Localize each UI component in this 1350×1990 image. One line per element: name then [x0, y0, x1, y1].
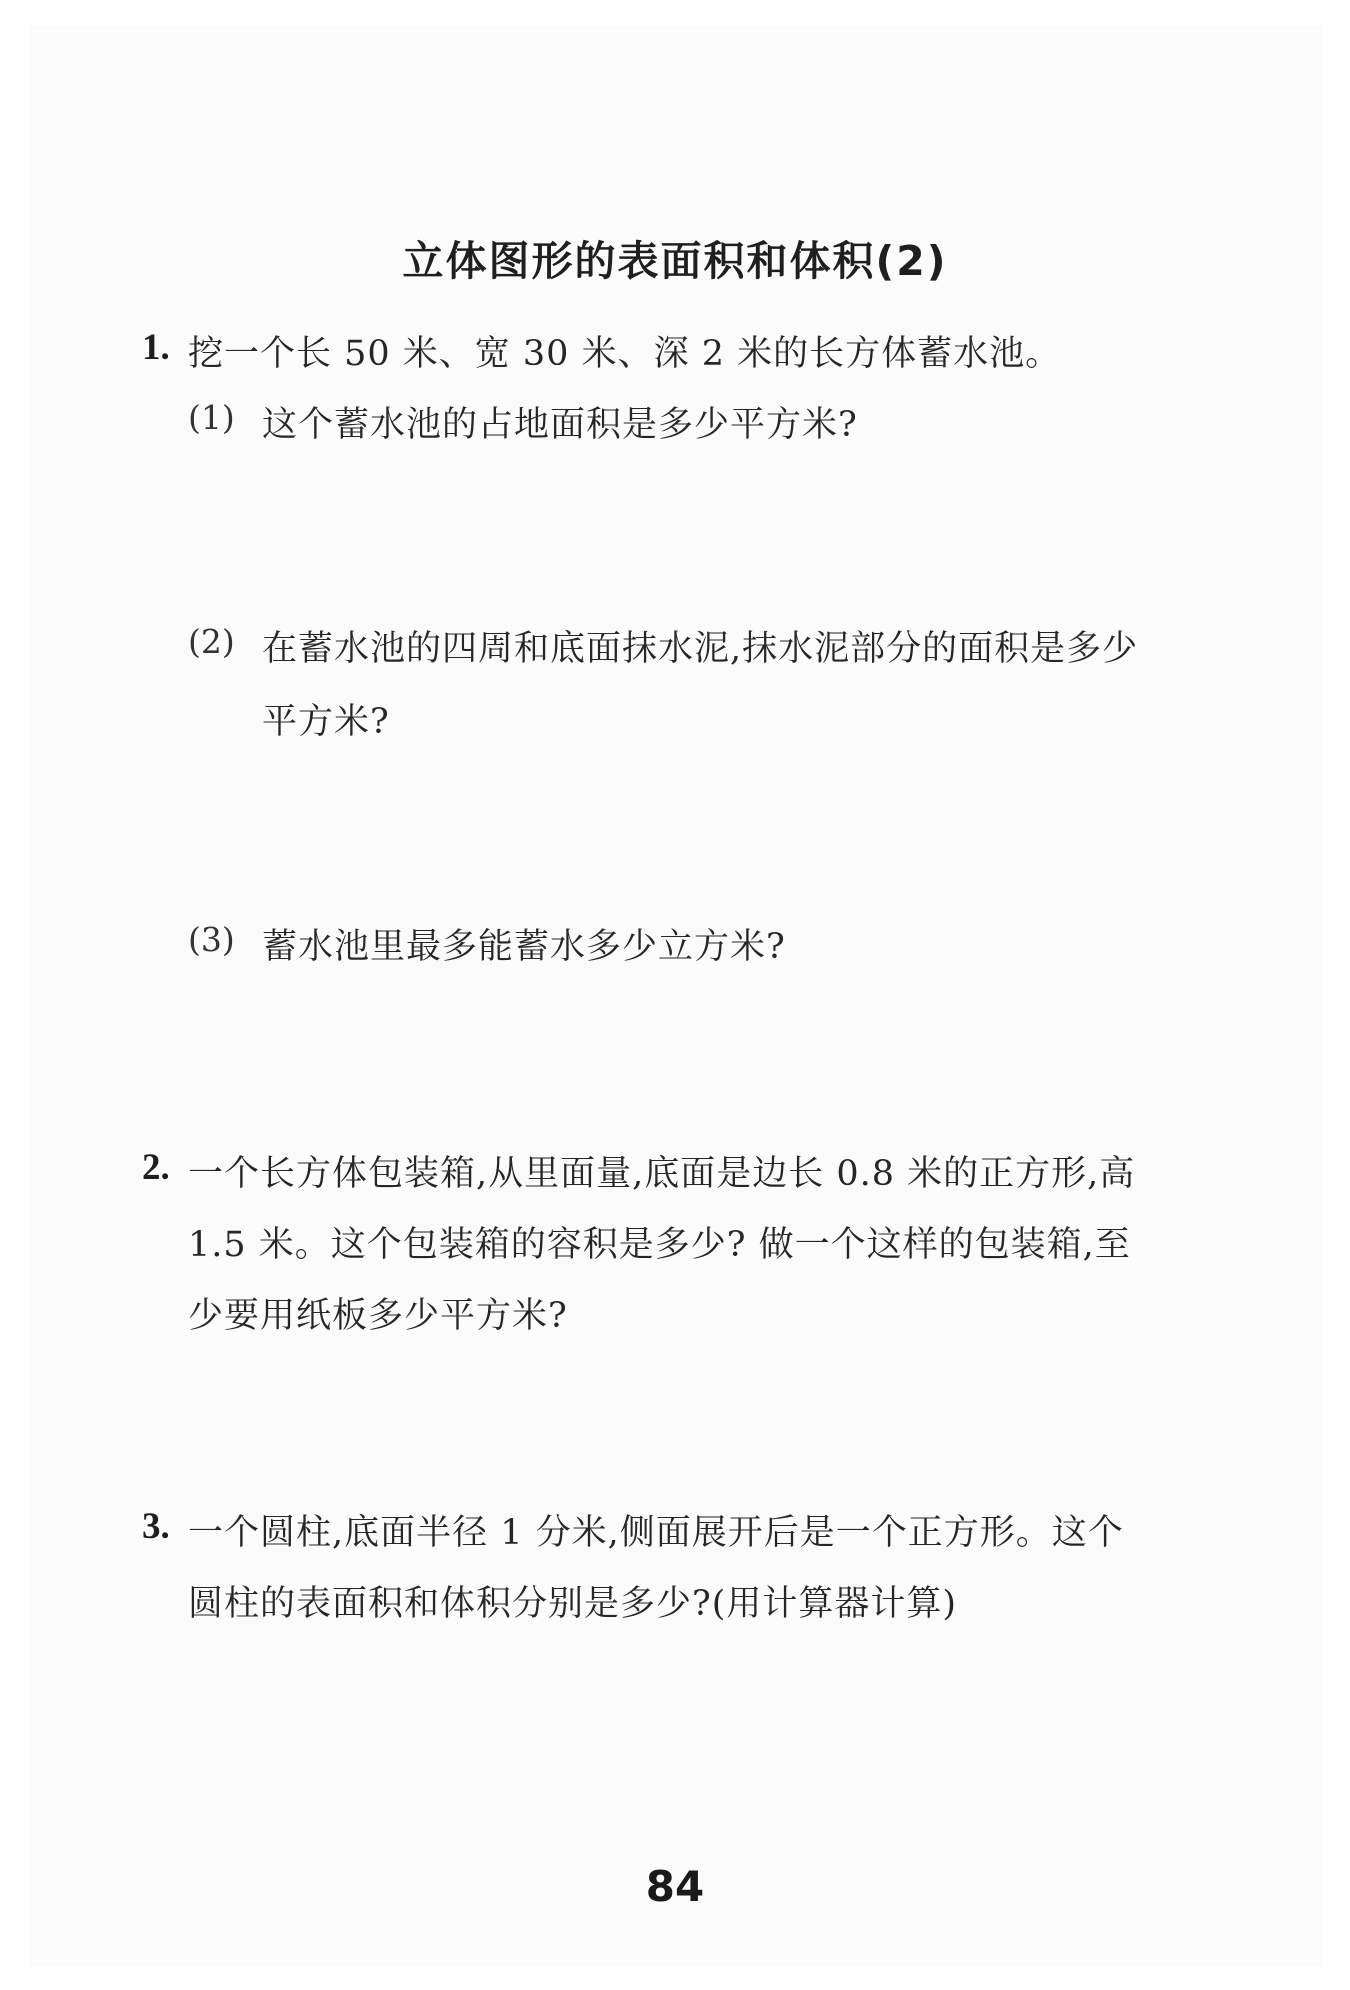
worksheet-page [30, 26, 1322, 1966]
problem-1-number: 1. [142, 327, 170, 368]
problem-3-text-line-2: 圆柱的表面积和体积分别是多少?(用计算器计算) [188, 1584, 958, 1624]
page-title: 立体图形的表面积和体积(2) [402, 237, 948, 285]
problem-1-sub-2-line-1: 在蓄水池的四周和底面抹水泥,抹水泥部分的面积是多少 [262, 629, 1139, 669]
problem-3-number: 3. [142, 1506, 170, 1547]
problem-1-sub-3-line-1: 蓄水池里最多能蓄水多少立方米? [262, 927, 786, 967]
page-number: 84 [645, 1862, 705, 1911]
problem-2-text-line-2: 1.5 米。这个包装箱的容积是多少? 做一个这样的包装箱,至 [188, 1225, 1131, 1265]
problem-2-number: 2. [142, 1147, 170, 1188]
problem-2-text-line-3: 少要用纸板多少平方米? [188, 1296, 568, 1336]
problem-1-sub-1-line-1: 这个蓄水池的占地面积是多少平方米? [262, 405, 858, 445]
problem-1-sub-2-label: (2) [188, 622, 235, 661]
problem-1-sub-1-label: (1) [188, 398, 235, 437]
problem-1-text-line-1: 挖一个长 50 米、宽 30 米、深 2 米的长方体蓄水池。 [188, 334, 1062, 374]
problem-1-sub-2-line-2: 平方米? [262, 702, 390, 742]
problem-3-text-line-1: 一个圆柱,底面半径 1 分米,侧面展开后是一个正方形。这个 [188, 1513, 1124, 1553]
problem-2-text-line-1: 一个长方体包装箱,从里面量,底面是边长 0.8 米的正方形,高 [188, 1154, 1136, 1194]
problem-1-sub-3-label: (3) [188, 920, 235, 959]
